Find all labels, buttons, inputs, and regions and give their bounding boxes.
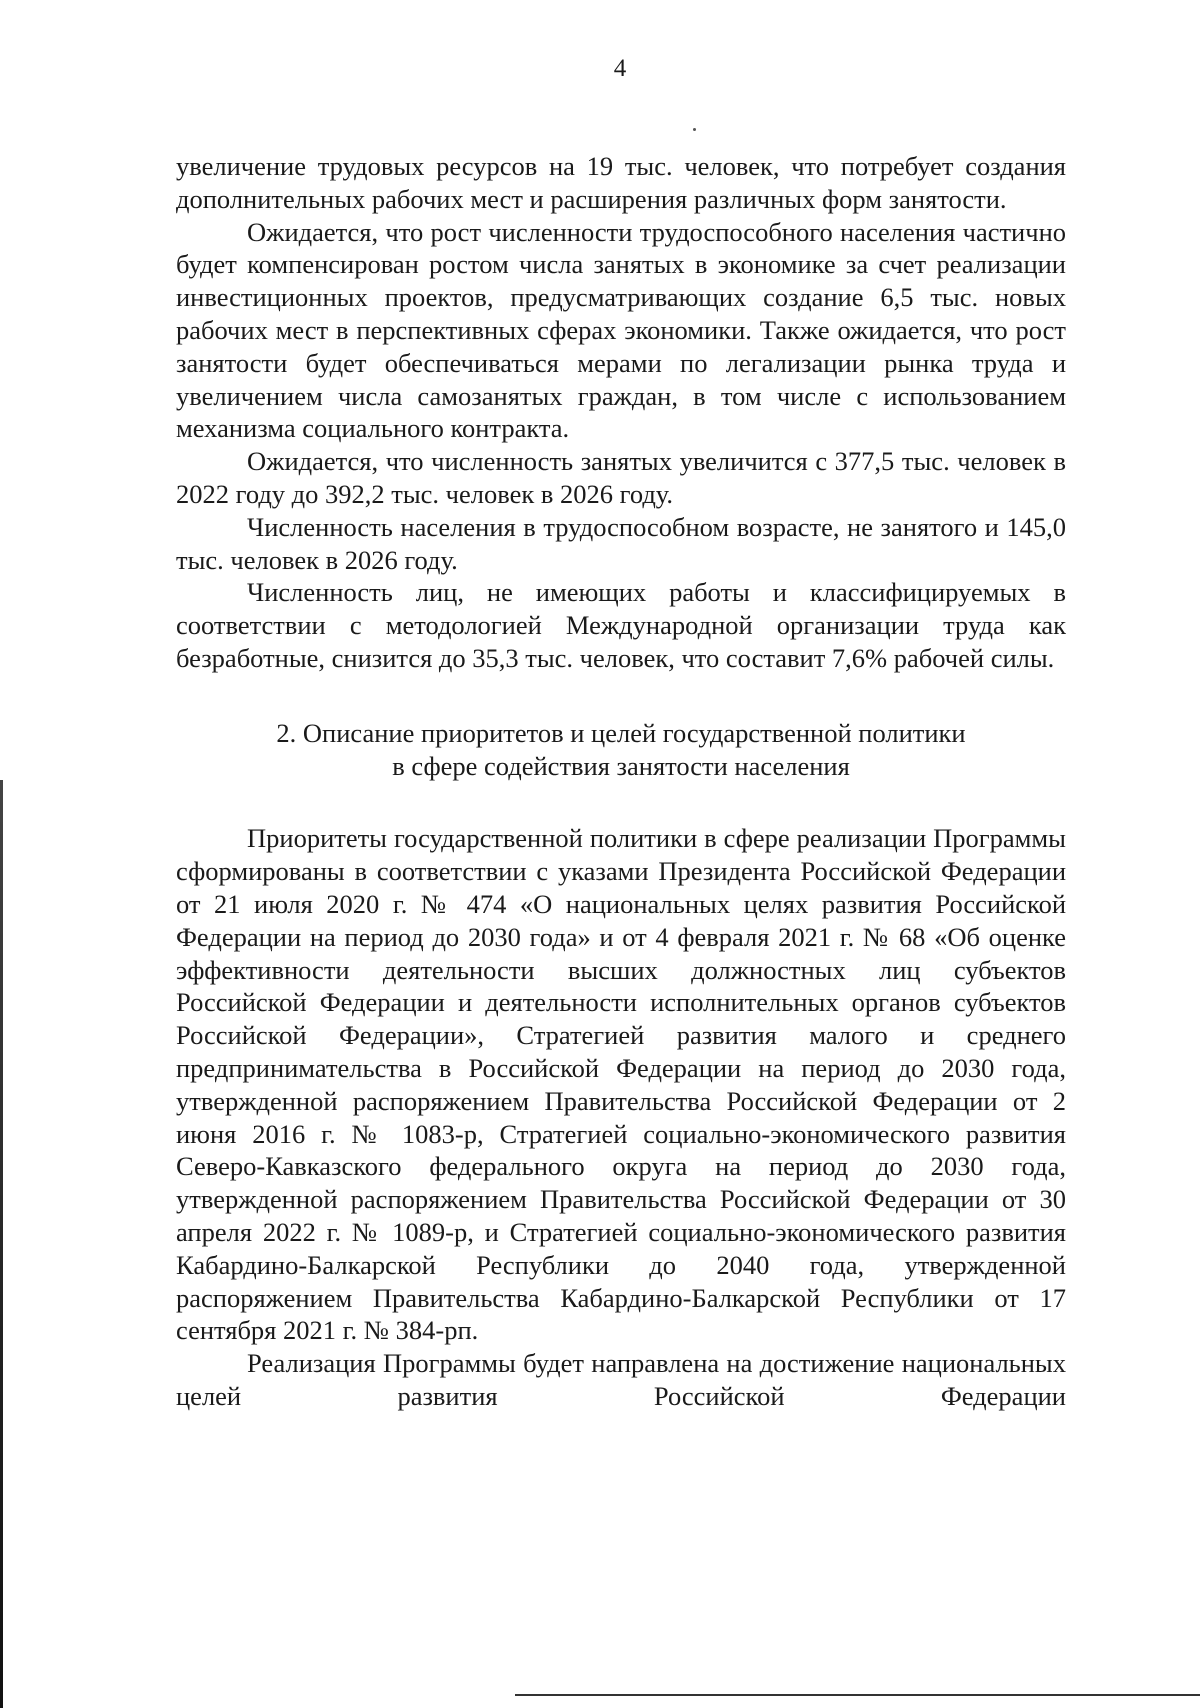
- paragraph-program-goals: Реализация Программы будет направлена на достижение национальных целей развития Российской Федерации: [176, 1348, 1066, 1411]
- scan-edge-bottom: [515, 1694, 1200, 1696]
- scan-speck: [693, 128, 696, 131]
- document-body: [176, 150, 1066, 1413]
- section-heading-line-2: в сфере содействия занятости населения: [392, 750, 850, 781]
- paragraph-employment-growth: Ожидается, что рост численности трудоспособного населения частично будет компенсирован ростом числа занятых в экономике за счет реализации инвестиционных проектов, предусматривающих создание 6,5 тыс. новых рабочих мест в перспективных сферах экономики. Также ожидается, что рост занятости будет обеспечиваться мерами по легализации рынка труда и увеличением числа самозанятых граждан, в том числе с использованием механизма социального контракта.: [176, 216, 1066, 444]
- paragraph-policy-priorities: Приоритеты государственной политики в сфере реализации Программы сформированы в соответствии с указами Президента Российской Федерации от 21 июля 2020 г. № 474 «О национальных целях развития Российской Федерации на период до 2030 года» и от 4 февраля 2021 г. № 68 «Об оценке эффективности деятельности высших должностных лиц субъектов Российской Федерации и деятельности исполнительных органов субъектов Российской Федерации», Стратегией развития малого и среднего предпринимательства в Российской Федерации на период до 2030 года, утвержденной распоряжением Правительства Российской Федерации от 2 июня 2016 г. № 1083-р, Стратегией социально-экономического развития Северо-Кавказского федерального округа на период до 2030 года, утвержденной распоряжением Правительства Российской Федерации от 30 апреля 2022 г. № 1089-р, и Стратегией социально-экономического развития Кабардино-Балкарской Республики до 2040 года, утвержденной распоряжением Правительства Кабардино-Балкарской Республики от 17 сентября 2021 г. № 384-рп.: [176, 823, 1066, 1346]
- paragraph-employed-forecast: Ожидается, что численность занятых увеличится с 377,5 тыс. человек в 2022 году до 392,2 тыс. человек в 2026 году.: [176, 446, 1066, 509]
- section-heading: [176, 717, 1066, 783]
- paragraph-continuation: увеличение трудовых ресурсов на 19 тыс. человек, что потребует создания дополнительных рабочих мест и расширения различных форм занятости.: [176, 151, 1066, 214]
- scan-edge-left: [0, 780, 3, 1708]
- page-number: 4: [613, 55, 627, 82]
- paragraph-unemployed-forecast: Численность лиц, не имеющих работы и классифицируемых в соответствии с методологией Международной организации труда как безработные, снизится до 35,3 тыс. человек, что составит 7,6% рабочей силы.: [176, 577, 1066, 673]
- section-heading-line-1: 2. Описание приоритетов и целей государственной политики: [276, 717, 966, 748]
- paragraph-working-age-population: Численность населения в трудоспособном возрасте, не занятого и 145,0 тыс. человек в 2026 году.: [176, 511, 1066, 575]
